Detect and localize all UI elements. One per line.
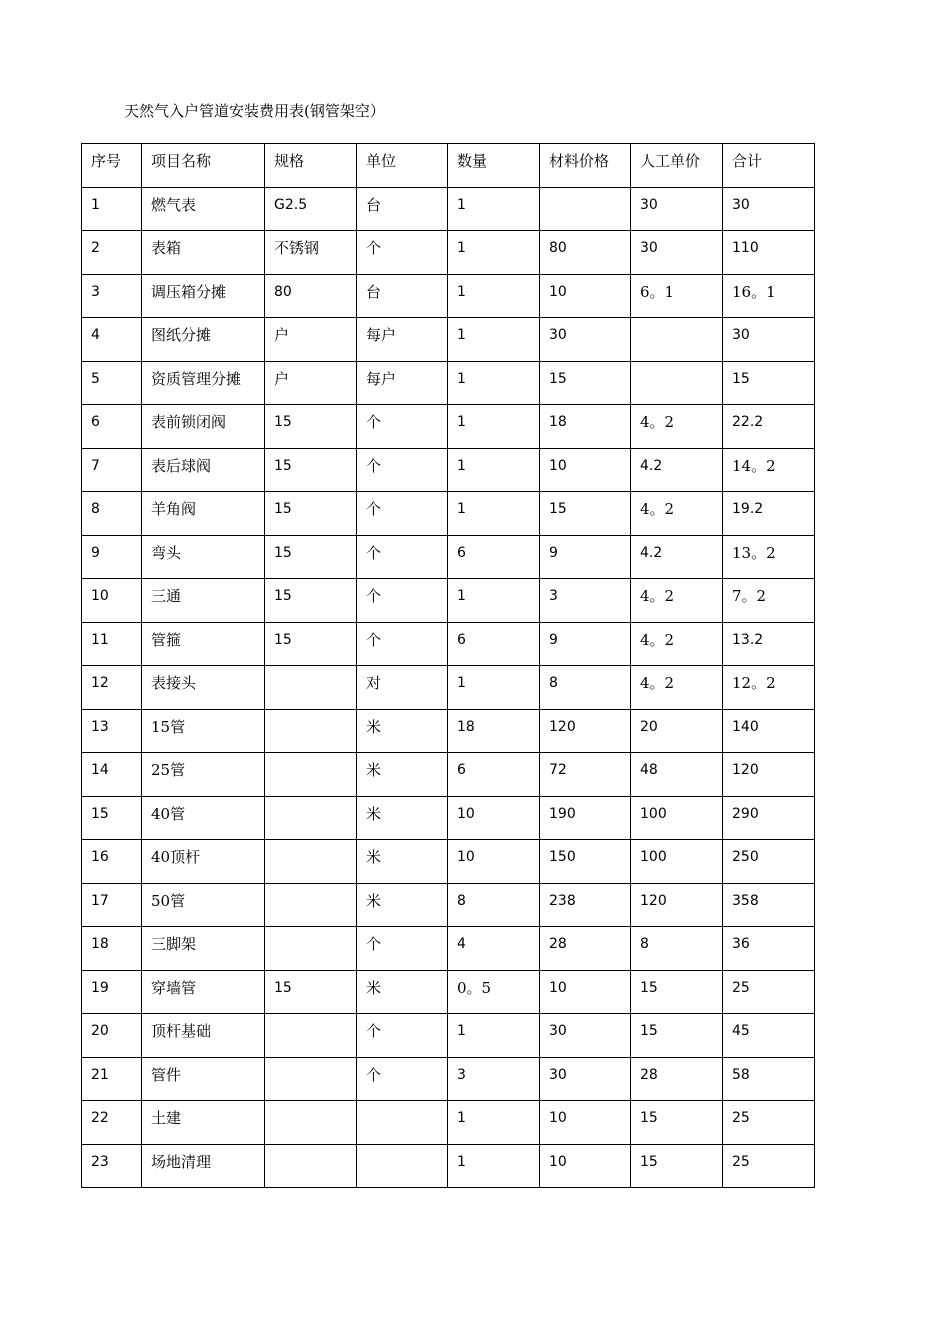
cell-total: 30 (723, 187, 815, 231)
cell-item-name: 三脚架 (142, 927, 265, 971)
cell-total: 19.2 (723, 492, 815, 536)
cell-index: 8 (82, 492, 142, 536)
cell-quantity: 1 (448, 1014, 540, 1058)
cell-unit: 台 (357, 187, 448, 231)
table-row (82, 361, 815, 405)
cell-labor-price: 4.2 (631, 448, 723, 492)
cell-unit: 米 (357, 840, 448, 884)
cell-spec (265, 796, 357, 840)
table-row (82, 1057, 815, 1101)
table-row (82, 318, 815, 362)
cell-spec: 户 (265, 318, 357, 362)
cell-unit: 米 (357, 753, 448, 797)
cell-item-name: 资质管理分摊 (142, 361, 265, 405)
table-row (82, 840, 815, 884)
cell-unit: 每户 (357, 361, 448, 405)
cell-index: 11 (82, 622, 142, 666)
cell-item-name: 50管 (142, 883, 265, 927)
cell-total: 7。2 (723, 579, 815, 623)
cell-total: 14。2 (723, 448, 815, 492)
cell-item-name: 图纸分摊 (142, 318, 265, 362)
cell-unit: 米 (357, 796, 448, 840)
header-spec: 规格 (265, 144, 357, 188)
cell-unit: 个 (357, 579, 448, 623)
cell-unit: 每户 (357, 318, 448, 362)
cell-labor-price: 48 (631, 753, 723, 797)
cell-index: 21 (82, 1057, 142, 1101)
header-unit: 单位 (357, 144, 448, 188)
cell-unit: 对 (357, 666, 448, 710)
cell-quantity: 18 (448, 709, 540, 753)
table-row (82, 1014, 815, 1058)
cell-total: 110 (723, 231, 815, 275)
cell-labor-price: 6。1 (631, 274, 723, 318)
cell-material-price: 10 (540, 274, 631, 318)
cell-material-price: 80 (540, 231, 631, 275)
cell-index: 3 (82, 274, 142, 318)
cell-total: 16。1 (723, 274, 815, 318)
cell-index: 18 (82, 927, 142, 971)
cell-unit: 个 (357, 231, 448, 275)
cell-quantity: 3 (448, 1057, 540, 1101)
cell-labor-price: 120 (631, 883, 723, 927)
cell-total: 15 (723, 361, 815, 405)
cell-item-name: 场地清理 (142, 1144, 265, 1188)
table-row (82, 970, 815, 1014)
header-item-name: 项目名称 (142, 144, 265, 188)
cell-material-price: 9 (540, 622, 631, 666)
cell-index: 23 (82, 1144, 142, 1188)
cell-quantity: 1 (448, 318, 540, 362)
cell-spec: 15 (265, 448, 357, 492)
table-row (82, 883, 815, 927)
cell-material-price: 30 (540, 318, 631, 362)
cell-spec: 15 (265, 405, 357, 449)
cell-labor-price: 15 (631, 970, 723, 1014)
cell-material-price: 28 (540, 927, 631, 971)
cell-total: 25 (723, 1101, 815, 1145)
cell-quantity: 1 (448, 448, 540, 492)
cell-quantity: 1 (448, 666, 540, 710)
cell-total: 12。2 (723, 666, 815, 710)
cell-total: 13。2 (723, 535, 815, 579)
cell-index: 12 (82, 666, 142, 710)
cell-item-name: 15管 (142, 709, 265, 753)
cell-total: 250 (723, 840, 815, 884)
table-header-row (82, 144, 815, 188)
cell-spec: 户 (265, 361, 357, 405)
cell-quantity: 6 (448, 535, 540, 579)
cell-spec: 不锈钢 (265, 231, 357, 275)
cell-labor-price: 4。2 (631, 492, 723, 536)
cell-index: 16 (82, 840, 142, 884)
cell-labor-price: 30 (631, 187, 723, 231)
table-row (82, 796, 815, 840)
cell-quantity: 6 (448, 753, 540, 797)
header-index: 序号 (82, 144, 142, 188)
cell-unit: 个 (357, 405, 448, 449)
cell-labor-price: 8 (631, 927, 723, 971)
cell-labor-price: 4。2 (631, 622, 723, 666)
cell-quantity: 10 (448, 840, 540, 884)
cell-material-price: 72 (540, 753, 631, 797)
cell-material-price: 3 (540, 579, 631, 623)
header-labor-price: 人工单价 (631, 144, 723, 188)
cell-spec (265, 709, 357, 753)
cell-total: 140 (723, 709, 815, 753)
cell-material-price: 238 (540, 883, 631, 927)
cell-spec: 15 (265, 535, 357, 579)
cell-spec (265, 1014, 357, 1058)
cell-spec: 80 (265, 274, 357, 318)
cell-unit: 个 (357, 1014, 448, 1058)
cell-total: 290 (723, 796, 815, 840)
cell-index: 7 (82, 448, 142, 492)
cell-material-price: 8 (540, 666, 631, 710)
cell-labor-price: 4.2 (631, 535, 723, 579)
cell-quantity: 1 (448, 187, 540, 231)
cell-spec (265, 1101, 357, 1145)
cell-labor-price: 28 (631, 1057, 723, 1101)
document-title: 天然气入户管道安装费用表(钢管架空） (124, 102, 385, 120)
cell-total: 45 (723, 1014, 815, 1058)
cell-quantity: 1 (448, 405, 540, 449)
cell-index: 2 (82, 231, 142, 275)
cell-unit: 个 (357, 1057, 448, 1101)
cell-total: 358 (723, 883, 815, 927)
cell-item-name: 三通 (142, 579, 265, 623)
cell-total: 120 (723, 753, 815, 797)
table-row (82, 579, 815, 623)
cell-index: 4 (82, 318, 142, 362)
table-row (82, 535, 815, 579)
table-row (82, 622, 815, 666)
cell-spec: G2.5 (265, 187, 357, 231)
table-body (82, 187, 815, 1188)
cell-item-name: 40管 (142, 796, 265, 840)
cell-item-name: 羊角阀 (142, 492, 265, 536)
header-total: 合计 (723, 144, 815, 188)
cell-item-name: 40顶杆 (142, 840, 265, 884)
table-row (82, 187, 815, 231)
table-row (82, 753, 815, 797)
cell-quantity: 1 (448, 361, 540, 405)
cell-index: 17 (82, 883, 142, 927)
cell-unit: 个 (357, 448, 448, 492)
cell-index: 13 (82, 709, 142, 753)
cell-material-price: 10 (540, 1144, 631, 1188)
cell-unit: 个 (357, 535, 448, 579)
cell-spec (265, 1144, 357, 1188)
cell-index: 22 (82, 1101, 142, 1145)
cell-material-price: 30 (540, 1057, 631, 1101)
cell-item-name: 表前锁闭阀 (142, 405, 265, 449)
cell-spec (265, 666, 357, 710)
cell-labor-price: 4。2 (631, 405, 723, 449)
cell-item-name: 顶杆基础 (142, 1014, 265, 1058)
cell-quantity: 1 (448, 274, 540, 318)
cell-material-price: 15 (540, 361, 631, 405)
cell-labor-price: 20 (631, 709, 723, 753)
cell-item-name: 调压箱分摊 (142, 274, 265, 318)
table-row (82, 274, 815, 318)
cell-total: 36 (723, 927, 815, 971)
cell-index: 1 (82, 187, 142, 231)
cell-spec (265, 883, 357, 927)
cell-material-price: 190 (540, 796, 631, 840)
cell-unit (357, 1101, 448, 1145)
table-row (82, 231, 815, 275)
cell-index: 19 (82, 970, 142, 1014)
cell-material-price (540, 187, 631, 231)
header-quantity: 数量 (448, 144, 540, 188)
cell-labor-price (631, 361, 723, 405)
cell-total: 22.2 (723, 405, 815, 449)
table-row (82, 666, 815, 710)
cell-total: 30 (723, 318, 815, 362)
cell-spec: 15 (265, 622, 357, 666)
table-row (82, 405, 815, 449)
cell-unit: 米 (357, 709, 448, 753)
cell-material-price: 15 (540, 492, 631, 536)
cell-item-name: 管件 (142, 1057, 265, 1101)
cell-quantity: 1 (448, 492, 540, 536)
cell-total: 13.2 (723, 622, 815, 666)
cell-spec (265, 753, 357, 797)
cell-unit: 个 (357, 492, 448, 536)
cell-quantity: 1 (448, 1101, 540, 1145)
cell-quantity: 1 (448, 1144, 540, 1188)
cell-material-price: 10 (540, 448, 631, 492)
cell-spec: 15 (265, 970, 357, 1014)
cell-index: 10 (82, 579, 142, 623)
cell-labor-price: 100 (631, 840, 723, 884)
table-row (82, 1144, 815, 1188)
cell-quantity: 1 (448, 231, 540, 275)
cell-quantity: 0。5 (448, 970, 540, 1014)
cell-quantity: 10 (448, 796, 540, 840)
cell-index: 6 (82, 405, 142, 449)
cell-material-price: 120 (540, 709, 631, 753)
cell-quantity: 4 (448, 927, 540, 971)
cell-labor-price: 15 (631, 1014, 723, 1058)
header-material-price: 材料价格 (540, 144, 631, 188)
cell-material-price: 150 (540, 840, 631, 884)
cell-item-name: 表后球阀 (142, 448, 265, 492)
cell-labor-price: 4。2 (631, 666, 723, 710)
cell-index: 15 (82, 796, 142, 840)
cell-index: 14 (82, 753, 142, 797)
table-row (82, 492, 815, 536)
cell-item-name: 表箱 (142, 231, 265, 275)
cell-item-name: 管箍 (142, 622, 265, 666)
cell-total: 25 (723, 1144, 815, 1188)
table-row (82, 448, 815, 492)
cell-quantity: 6 (448, 622, 540, 666)
cell-item-name: 表接头 (142, 666, 265, 710)
cell-item-name: 弯头 (142, 535, 265, 579)
cell-labor-price (631, 318, 723, 362)
cell-spec (265, 927, 357, 971)
cell-spec: 15 (265, 492, 357, 536)
cell-spec (265, 840, 357, 884)
table-row (82, 927, 815, 971)
cell-total: 25 (723, 970, 815, 1014)
table-row (82, 1101, 815, 1145)
cell-unit: 个 (357, 927, 448, 971)
cell-material-price: 9 (540, 535, 631, 579)
cell-spec: 15 (265, 579, 357, 623)
cell-item-name: 穿墙管 (142, 970, 265, 1014)
cell-unit (357, 1144, 448, 1188)
cell-index: 20 (82, 1014, 142, 1058)
cell-index: 5 (82, 361, 142, 405)
cell-item-name: 土建 (142, 1101, 265, 1145)
cell-labor-price: 15 (631, 1144, 723, 1188)
cell-unit: 米 (357, 883, 448, 927)
cell-labor-price: 100 (631, 796, 723, 840)
cell-item-name: 25管 (142, 753, 265, 797)
table-row (82, 709, 815, 753)
cell-unit: 台 (357, 274, 448, 318)
cell-total: 58 (723, 1057, 815, 1101)
cell-material-price: 18 (540, 405, 631, 449)
cell-labor-price: 15 (631, 1101, 723, 1145)
cell-material-price: 10 (540, 1101, 631, 1145)
cell-item-name: 燃气表 (142, 187, 265, 231)
cell-index: 9 (82, 535, 142, 579)
cell-quantity: 1 (448, 579, 540, 623)
cell-labor-price: 4。2 (631, 579, 723, 623)
cell-labor-price: 30 (631, 231, 723, 275)
cell-unit: 米 (357, 970, 448, 1014)
cell-material-price: 30 (540, 1014, 631, 1058)
cell-unit: 个 (357, 622, 448, 666)
cell-quantity: 8 (448, 883, 540, 927)
cell-spec (265, 1057, 357, 1101)
fee-table (81, 143, 815, 1188)
cell-material-price: 10 (540, 970, 631, 1014)
